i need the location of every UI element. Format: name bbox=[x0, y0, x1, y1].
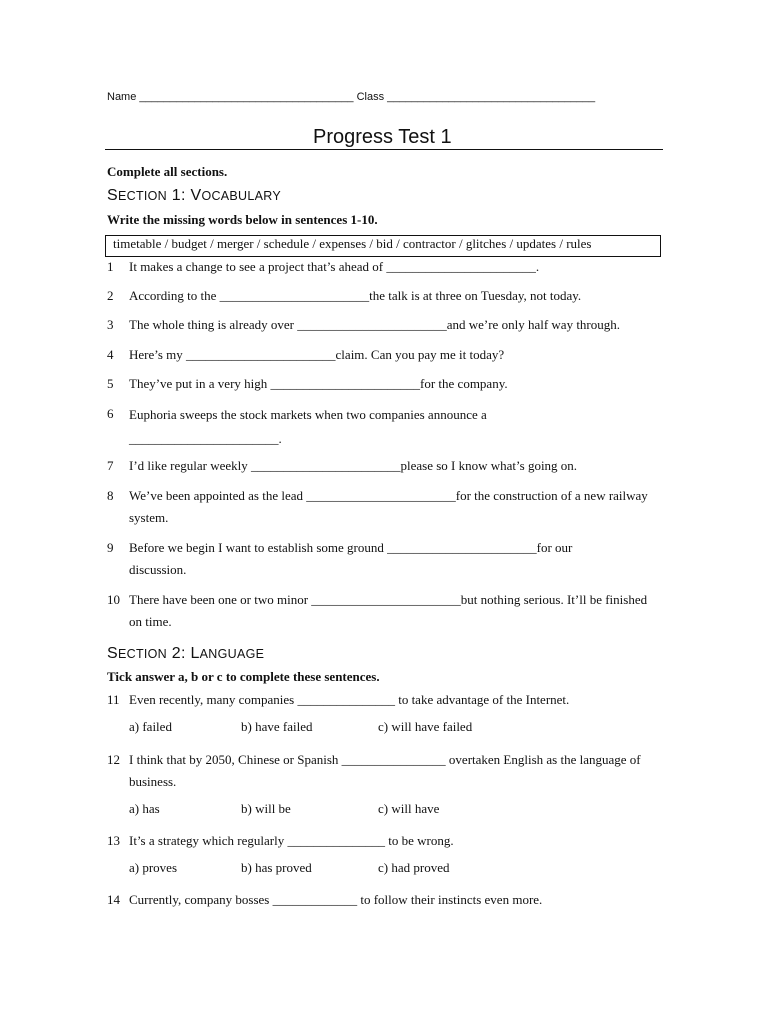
question-number: 1 bbox=[107, 259, 114, 274]
section-1-instruction: Write the missing words below in sentences 1-10. bbox=[107, 212, 378, 227]
title-divider bbox=[105, 149, 663, 150]
question-text: I think that by 2050, Chinese or Spanish ________________ overtaken English as the language of business. bbox=[129, 752, 641, 789]
question-text: It makes a change to see a project that’s ahead of _______________________. bbox=[129, 259, 540, 274]
question-text: Currently, company bosses _____________ to follow their instincts even more. bbox=[129, 892, 543, 907]
question-number: 14 bbox=[107, 892, 120, 907]
question bbox=[107, 373, 667, 395]
question-number: 3 bbox=[107, 317, 114, 332]
question-number: 7 bbox=[107, 458, 114, 473]
question bbox=[107, 344, 667, 366]
question-number: 12 bbox=[107, 752, 120, 767]
option-b[interactable]: b) will be bbox=[241, 801, 291, 816]
question-text: They’ve put in a very high _______________________for the company. bbox=[129, 376, 508, 391]
option-a[interactable]: a) failed bbox=[129, 719, 172, 734]
question-number: 8 bbox=[107, 488, 114, 503]
option-b[interactable]: b) has proved bbox=[241, 860, 312, 875]
question-text: I’d like regular weekly _______________________please so I know what’s going on. bbox=[129, 458, 578, 473]
question bbox=[107, 485, 657, 529]
question-text: It’s a strategy which regularly _______________ to be wrong. bbox=[129, 833, 454, 848]
name-class-line: Name ___________________________________ Class __________________________________ bbox=[107, 91, 596, 103]
question-number: 10 bbox=[107, 592, 120, 607]
question bbox=[107, 830, 667, 852]
question-text: Here’s my _______________________claim. Can you pay me it today? bbox=[129, 347, 505, 362]
question-number: 5 bbox=[107, 376, 114, 391]
question bbox=[107, 285, 667, 307]
question-number: 13 bbox=[107, 833, 120, 848]
option-c[interactable]: c) will have failed bbox=[378, 719, 473, 734]
question-number: 2 bbox=[107, 288, 114, 303]
question bbox=[107, 537, 627, 581]
word-box: timetable / budget / merger / schedule / expenses / bid / contractor / glitches / updates / rules bbox=[105, 235, 661, 257]
question-number: 9 bbox=[107, 540, 114, 555]
question bbox=[107, 749, 669, 793]
section-1-heading: SECTION 1: VOCABULARY bbox=[107, 187, 282, 204]
page-title: Progress Test 1 bbox=[313, 126, 452, 148]
question bbox=[107, 589, 652, 633]
question-number: 6 bbox=[107, 406, 114, 421]
question-text: There have been one or two minor _______________________but nothing serious. It’ll be finished on time. bbox=[129, 592, 648, 629]
option-a[interactable]: a) has bbox=[129, 801, 160, 816]
question-text: According to the _______________________the talk is at three on Tuesday, not today. bbox=[129, 288, 582, 303]
question-text: Euphoria sweeps the stock markets when two companies announce a _______________________. bbox=[129, 407, 487, 446]
question-text: Even recently, many companies _______________ to take advantage of the Internet. bbox=[129, 692, 570, 707]
question-text: We’ve been appointed as the lead _______________________for the construction of a new railway system. bbox=[129, 488, 648, 525]
question-number: 11 bbox=[107, 692, 120, 707]
option-a[interactable]: a) proves bbox=[129, 860, 178, 875]
section-2-heading: SECTION 2: LANGUAGE bbox=[107, 645, 265, 662]
general-instruction: Complete all sections. bbox=[107, 164, 228, 179]
question-text: The whole thing is already over _______________________and we’re only half way through. bbox=[129, 317, 621, 332]
question bbox=[107, 455, 667, 477]
question bbox=[107, 889, 667, 911]
question bbox=[107, 689, 667, 711]
option-c[interactable]: c) had proved bbox=[378, 860, 450, 875]
section-2-instruction: Tick answer a, b or c to complete these sentences. bbox=[107, 669, 380, 684]
question bbox=[107, 403, 537, 451]
question bbox=[107, 314, 667, 336]
option-b[interactable]: b) have failed bbox=[241, 719, 313, 734]
question bbox=[107, 256, 667, 278]
question-number: 4 bbox=[107, 347, 114, 362]
question-text: Before we begin I want to establish some ground _______________________for our discussion. bbox=[129, 540, 573, 577]
option-c[interactable]: c) will have bbox=[378, 801, 440, 816]
